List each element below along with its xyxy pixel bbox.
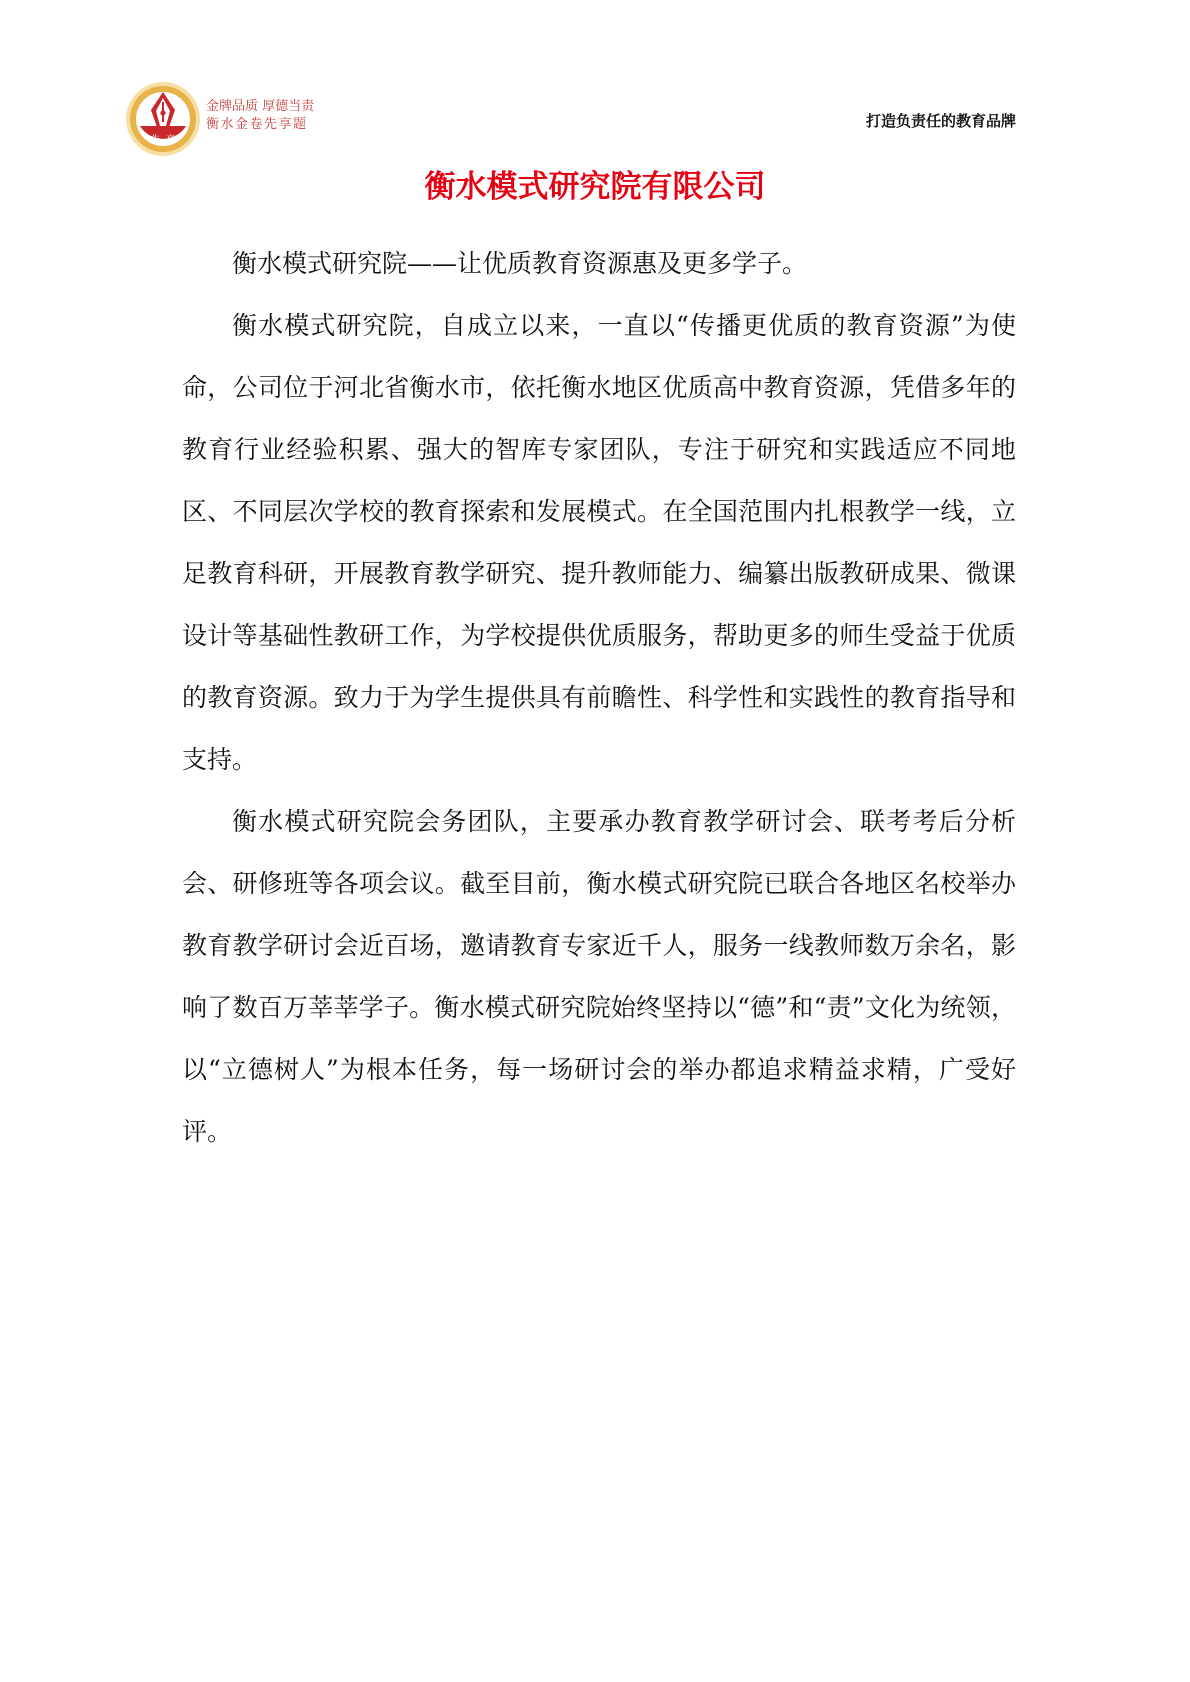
document-body xyxy=(182,233,1016,1163)
document-title: 衡水模式研究院有限公司 xyxy=(424,169,766,205)
paragraph-2: 衡水模式研究院，自成立以来，一直以“传播更优质的教育资源”为使命，公司位于河北省衡水市，依托衡水地区优质高中教育资源，凭借多年的教育行业经验积累、强大的智库专家团队，专注于研究和实践适应不同地区、不同层次学校的教育探索和发展模式。在全国范围内扎根教学一线，立足教育科研，开展教育教学研究、提升教师能力、编纂出版教研成果、微课设计等基础性教研工作，为学校提供优质服务，帮助更多的师生受益于优质的教育资源。致力于为学生提供具有前瞻性、科学性和实践性的教育指导和支持。 xyxy=(182,311,1016,774)
header-tagline: 打造负责任的教育品牌 xyxy=(865,112,1016,130)
pen-nib-emblem-icon xyxy=(124,80,202,158)
slogan-line-1: 金牌品质 厚德当责 xyxy=(206,99,315,114)
paragraph-1: 衡水模式研究院——让优质教育资源惠及更多学子。 xyxy=(232,249,808,278)
slogan-line-2: 衡水金卷先享题 xyxy=(206,117,308,132)
logo-text: 先享 xyxy=(150,135,181,145)
paragraph-3: 衡水模式研究院会务团队，主要承办教育教学研讨会、联考考后分析会、研修班等各项会议。截至目前，衡水模式研究院已联合各地区名校举办教育教学研讨会近百场，邀请教育专家近千人，服务一线教师数万余名，影响了数百万莘莘学子。衡水模式研究院始终坚持以“德”和“责”文化为统领，以“立德树人”为根本任务，每一场研讨会的举办都追求精益求精，广受好评。 xyxy=(182,807,1016,1146)
slogan xyxy=(206,98,314,134)
page-header xyxy=(124,80,1016,160)
